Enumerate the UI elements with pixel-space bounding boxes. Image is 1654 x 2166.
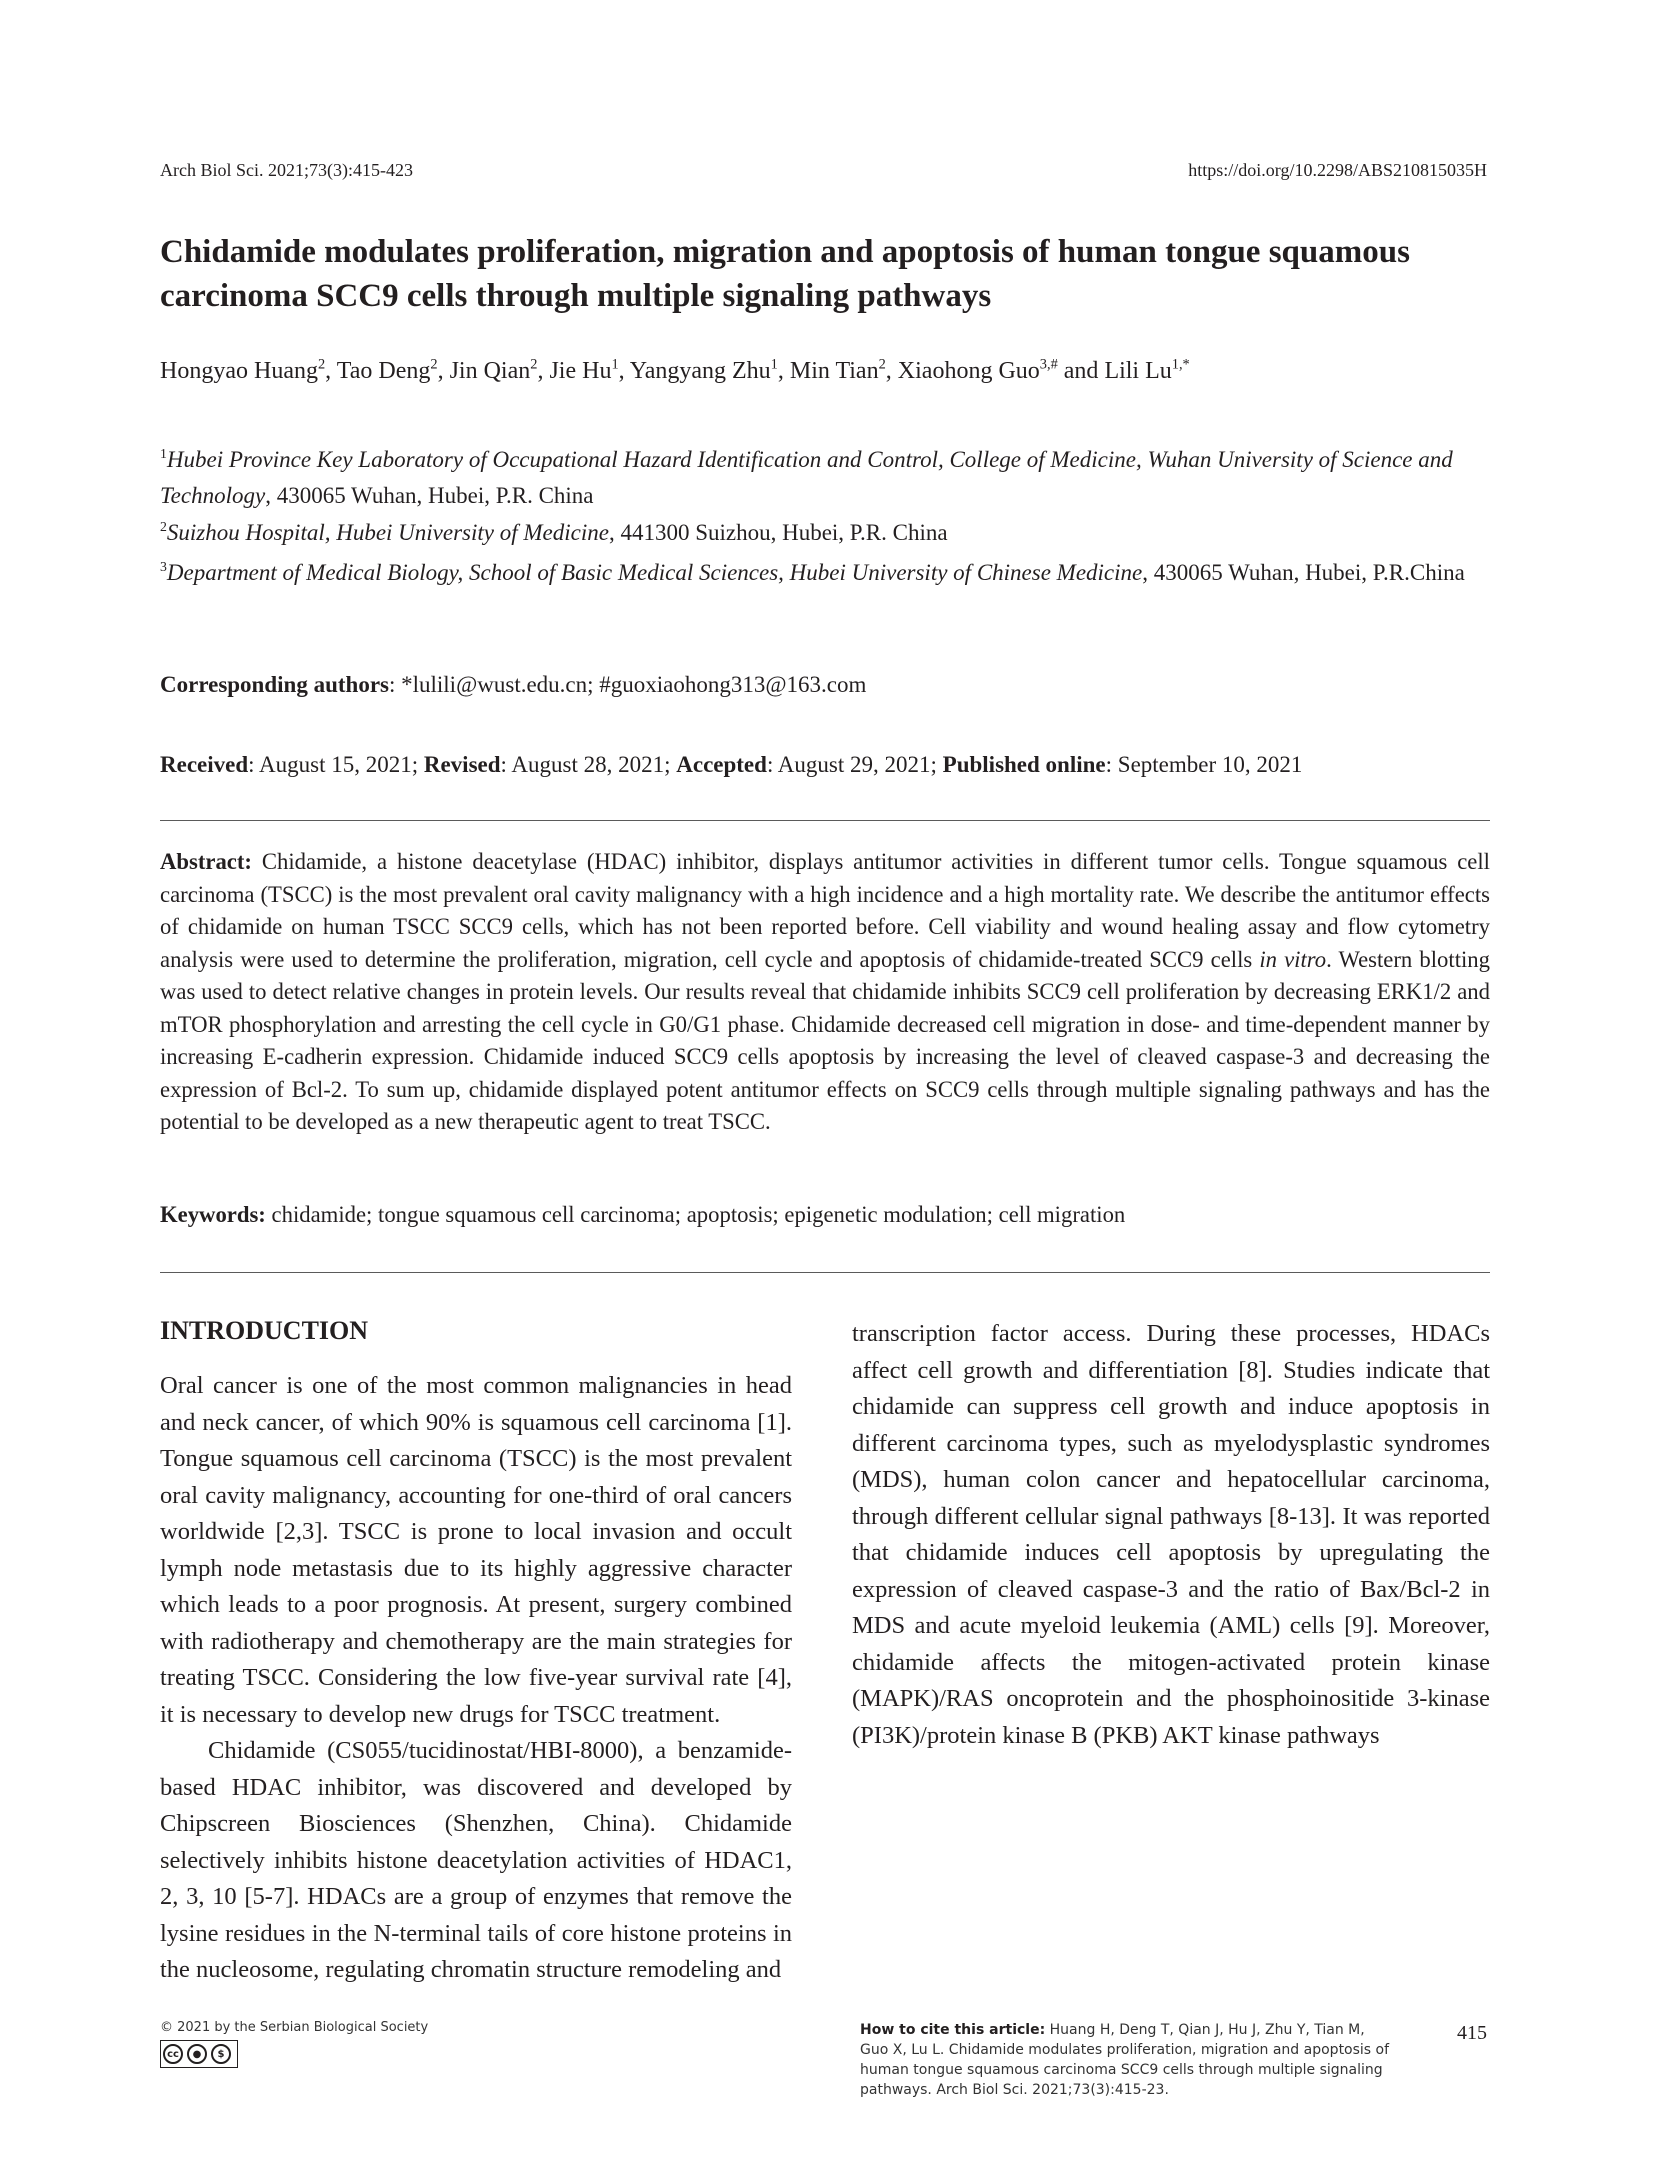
accepted-label: Accepted bbox=[676, 752, 767, 777]
author-name: Xiaohong Guo bbox=[897, 358, 1040, 384]
article-dates bbox=[160, 752, 1302, 778]
author-affiliation: 3,# bbox=[1039, 356, 1058, 373]
affiliation-location: , 441300 Suizhou, Hubei, P.R. China bbox=[608, 520, 948, 545]
author-name: Min Tian bbox=[789, 358, 879, 384]
creative-commons-license-icon[interactable] bbox=[160, 2040, 238, 2068]
author-affiliation: 2 bbox=[878, 356, 886, 373]
divider-top bbox=[160, 820, 1490, 821]
affiliation-3 bbox=[160, 555, 1500, 591]
intro-paragraph-1: Oral cancer is one of the most common malignancies in head and neck cancer, of which 90% is squamous cell carcinoma [1]. Tongue squamous cell carcinoma (TSCC) is the most prevalent oral cavity malignancy, accounting for one-third of oral cancers worldwide [2,3]. TSCC is prone to local invasion and occult lymph node metastasis due to its highly aggressive character which leads to a poor prognosis. At present, surgery combined with radiotherapy and chemotherapy are the main strategies for treating TSCC. Considering the low five-year survival rate [4], it is necessary to develop new drugs for TSCC treatment. bbox=[160, 1372, 792, 1728]
intro-paragraph-2-part-2: transcription factor access. During these processes, HDACs affect cell growth and differentiation [8]. Studies indicate that chidamide can suppress cell growth and induce apoptosis in different carcinoma types, such as myelodysplastic syndromes (MDS), human colon cancer and hepatocellular carcinoma, through different cellular signal pathways [8-13]. It was reported that chidamide induces cell apoptosis by upregulating the expression of cleaved caspase-3 and the ratio of Bax/Bcl-2 in MDS and acute myeloid leukemia (AML) cells [9]. Moreover, chidamide affects the mitogen-activated protein kinase (MAPK)/RAS oncoprotein and the phosphoinositide 3-kinase (PI3K)/protein kinase B (PKB) AKT kinase pathways bbox=[852, 1320, 1490, 1749]
author-affiliation: 1 bbox=[770, 356, 778, 373]
corresponding-authors bbox=[160, 672, 866, 698]
author-affiliation: 2 bbox=[530, 356, 538, 373]
abstract-text-2: . Western blotting was used to detect relative changes in protein levels. Our results reveal that chidamide inhibits SCC9 cell proliferation by decreasing ERK1/2 and mTOR phosphorylation and arresting the cell cycle in G0/G1 phase. Chidamide decreased cell migration in dose- and time-dependent manner by increasing E-cadherin expression. Chidamide induced SCC9 cells apoptosis by increasing the level of cleaved caspase-3 and decreasing the expression of Bcl-2. To sum up, chidamide displayed potent antitumor effects on SCC9 cells through multiple signaling pathways and has the potential to be developed as a new therapeutic agent to treat TSCC. bbox=[160, 946, 1490, 1134]
cc-logo-icon: cc bbox=[163, 2044, 183, 2064]
affiliation-number: 2 bbox=[160, 519, 167, 535]
how-to-cite bbox=[860, 2020, 1390, 2100]
page-number: 415 bbox=[1457, 2022, 1487, 2044]
keywords-label: Keywords: bbox=[160, 1202, 266, 1227]
cite-text: Huang H, Deng T, Qian J, Hu J, Zhu Y, Tian M, Guo X, Lu L. Chidamide modulates proliferation, migration and apoptosis of human tongue squamous carcinoma SCC9 cells through multiple signaling pathways. Arch Biol Sci. 2021;73(3):415-23. bbox=[860, 2022, 1390, 2098]
affiliation-name: Hubei Province Key Laboratory of Occupational Hazard Identification and Control, College of Medicine, Wuhan University of Science and Technology bbox=[160, 447, 1453, 508]
doi-link[interactable]: https://doi.org/10.2298/ABS210815035H bbox=[1188, 160, 1487, 180]
divider-bottom bbox=[160, 1272, 1490, 1273]
author-name: Lili Lu bbox=[1104, 358, 1172, 384]
article-title: Chidamide modulates proliferation, migration and apoptosis of human tongue squamous carcinoma SCC9 cells through multiple signaling pathways bbox=[160, 234, 1410, 314]
author-affiliation: 2 bbox=[430, 356, 438, 373]
abstract-text-1: Chidamide, a histone deacetylase (HDAC) inhibitor, displays antitumor activities in different tumor cells. Tongue squamous cell carcinoma (TSCC) is the most prevalent oral cavity malignancy with a high incidence and a high mortality rate. We describe the antitumor effects of chidamide on human TSCC SCC9 cells, which has not been reported before. Cell viability and wound healing assay and flow cytometry analysis were used to determine the proliferation, migration, cell cycle and apoptosis of chidamide-treated SCC9 cells bbox=[160, 849, 1490, 972]
author-list: Hongyao Huang$^2$, Tao Deng$^2$, Jin Qian$^2$, Jie Hu$^1$, Yangyang Zhu$^1$, Min Tian$^2$, Xiaohong Guo$^{3,\#}$ and Lili $Lu^{1,*}$ bbox=[160, 356, 1190, 384]
cc-nc-icon: $ bbox=[211, 2044, 231, 2064]
author-affiliation: 1 bbox=[611, 356, 619, 373]
affiliation-location: , 430065 Wuhan, Hubei, P.R.China bbox=[1142, 560, 1465, 585]
cite-label: How to cite this article: bbox=[860, 2022, 1046, 2038]
keywords bbox=[160, 1202, 1490, 1228]
column-left bbox=[160, 1368, 792, 1989]
section-heading-introduction: INTRODUCTION bbox=[160, 1316, 369, 1345]
author-name: Yangyang Zhu bbox=[629, 358, 771, 384]
received-date: : August 15, 2021; bbox=[248, 752, 424, 777]
column-right bbox=[852, 1316, 1490, 1754]
revised-label: Revised bbox=[423, 752, 501, 777]
author-name: Hongyao Huang bbox=[160, 358, 318, 384]
author-name: Jin Qian bbox=[449, 358, 531, 384]
intro-paragraph-2 bbox=[160, 1733, 792, 1989]
affiliation-2 bbox=[160, 515, 1500, 551]
published-date: : September 10, 2021 bbox=[1105, 752, 1303, 777]
journal-citation: Arch Biol Sci. 2021;73(3):415-423 bbox=[160, 160, 413, 180]
corresponding-label: Corresponding authors bbox=[160, 672, 389, 697]
copyright-notice: © 2021 by the Serbian Biological Society bbox=[160, 2020, 429, 2035]
cc-by-icon: ● bbox=[187, 2044, 207, 2064]
author-affiliation: 2 bbox=[317, 356, 326, 373]
affiliation-location: , 430065 Wuhan, Hubei, P.R. China bbox=[265, 483, 594, 508]
published-label: Published online bbox=[942, 752, 1106, 777]
corresponding-emails[interactable]: : *lulili@wust.edu.cn; #guoxiaohong313@163.com bbox=[388, 672, 867, 697]
affiliation-number: 3 bbox=[160, 559, 167, 575]
abstract-italic: in vitro bbox=[1259, 946, 1327, 972]
affiliation-1 bbox=[160, 442, 1500, 514]
author-name: Jie Hu bbox=[549, 358, 612, 384]
author-name: Tao Deng bbox=[336, 358, 431, 384]
intro-paragraph-2-continued bbox=[852, 1316, 1490, 1754]
affiliation-name: Suizhou Hospital, Hubei University of Medicine bbox=[166, 520, 609, 545]
abstract-label: Abstract: bbox=[160, 849, 252, 874]
accepted-date: : August 29, 2021; bbox=[766, 752, 943, 777]
author-affiliation: 1,* bbox=[1171, 356, 1190, 373]
revised-date: : August 28, 2021; bbox=[500, 752, 677, 777]
keywords-text: chidamide; tongue squamous cell carcinoma; apoptosis; epigenetic modulation; cell migration bbox=[265, 1202, 1126, 1227]
affiliation-number: 1 bbox=[160, 446, 167, 462]
received-label: Received bbox=[160, 752, 249, 777]
intro-paragraph-2-part-1: Chidamide (CS055/tucidinostat/HBI-8000), a benzamide-based HDAC inhibitor, was discovered and developed by Chipscreen Biosciences (Shenzhen, China). Chidamide selectively inhibits histone deacetylation activities of HDAC1, 2, 3, 10 [5-7]. HDACs are a group of enzymes that remove the lysine residues in the N-terminal tails of core histone proteins in the nucleosome, regulating chromatin structure remodeling and bbox=[160, 1737, 792, 1983]
affiliation-name: Department of Medical Biology, School of Basic Medical Sciences, Hubei University of Chinese Medicine bbox=[166, 560, 1143, 585]
abstract bbox=[160, 846, 1490, 1139]
